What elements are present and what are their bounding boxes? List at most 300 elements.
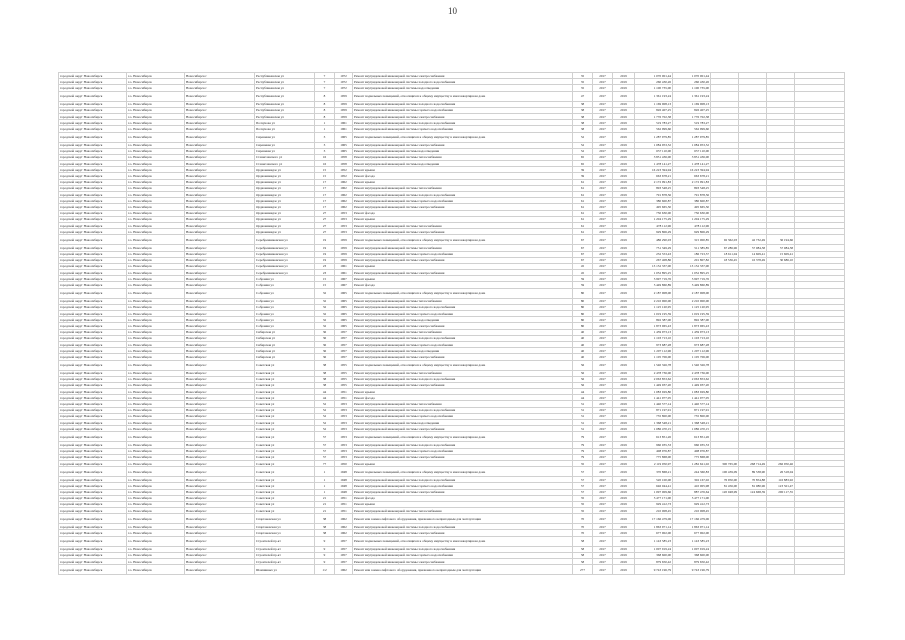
table-cell: г.о. Новосибирск bbox=[127, 101, 185, 107]
table-cell: 186 723,57 bbox=[673, 251, 711, 257]
table-cell: 1950 bbox=[335, 460, 353, 466]
table-cell: Орджоникидзе ул bbox=[255, 185, 315, 191]
table-cell: г.о. Новосибирск bbox=[127, 354, 185, 360]
table-cell: 1 440 577,14 bbox=[635, 401, 673, 407]
table-cell: 40 bbox=[573, 341, 593, 347]
table-cell: 52 bbox=[573, 148, 593, 154]
table-cell: Собрания ул bbox=[255, 288, 315, 298]
table-cell bbox=[795, 235, 845, 245]
table-cell: 1962 bbox=[335, 192, 353, 198]
table-cell: Новосибирск г bbox=[185, 179, 255, 185]
table-cell: 1957 bbox=[335, 354, 353, 360]
table-cell: г.о. Новосибирск bbox=[127, 420, 185, 426]
table-cell: 1 bbox=[315, 467, 335, 477]
table-cell: Сиреневая ул bbox=[255, 142, 315, 148]
table-cell: 2017 bbox=[593, 477, 613, 483]
table-cell: 1972 bbox=[335, 85, 353, 91]
table-cell: городской округ Новосибирск bbox=[59, 420, 127, 426]
table-cell: 65 bbox=[573, 161, 593, 167]
table-cell: 2019 bbox=[613, 514, 635, 524]
table-cell: 2017 bbox=[593, 311, 613, 317]
table-cell: 1 103 713,10 bbox=[635, 335, 673, 341]
table-cell: 478 112,96 bbox=[635, 222, 673, 228]
table-cell: 2019 bbox=[613, 407, 635, 413]
table-cell: 2019 bbox=[613, 454, 635, 460]
table-cell bbox=[739, 132, 767, 142]
table-cell: Новосибирск г bbox=[185, 317, 255, 323]
table-cell: 201 807,82 bbox=[673, 257, 711, 263]
table-cell: 15 bbox=[315, 173, 335, 179]
table-cell: 124 668,39 bbox=[739, 489, 767, 495]
table-cell: 1972 bbox=[335, 73, 353, 79]
table-cell: 2019 bbox=[613, 192, 635, 198]
table-cell: 2019 bbox=[613, 536, 635, 546]
table-cell: 8 bbox=[315, 113, 335, 119]
table-cell: 1953 bbox=[335, 401, 353, 407]
table-cell: Советская ул bbox=[255, 467, 315, 477]
table-cell: 2019 bbox=[613, 432, 635, 442]
table-cell: Советская ул bbox=[255, 382, 315, 388]
table-cell: 38 bbox=[315, 382, 335, 388]
table-cell: 1 086 470,15 bbox=[673, 426, 711, 432]
table-cell: 65 bbox=[573, 154, 593, 160]
table-cell: 7 bbox=[315, 79, 335, 85]
table-cell: 23 bbox=[315, 270, 335, 276]
table-cell: Новосибирск г bbox=[185, 508, 255, 514]
table-cell: г.о. Новосибирск bbox=[127, 559, 185, 565]
table-cell: Советская ул bbox=[255, 448, 315, 454]
table-cell: Ремонт внутридомовой инженерной системы горячего водоснабжения bbox=[353, 107, 573, 113]
table-cell: 57 bbox=[573, 477, 593, 483]
table-cell: 44 bbox=[573, 395, 593, 401]
table-cell: городской округ Новосибирск bbox=[59, 317, 127, 323]
table-cell: Ремонт внутридомовой инженерной системы электроснабжения bbox=[353, 382, 573, 388]
table-cell: 2019 bbox=[613, 167, 635, 173]
table-cell: 57 bbox=[573, 483, 593, 489]
table-cell: г.о. Новосибирск bbox=[127, 546, 185, 552]
table-cell: Новосибирск г bbox=[185, 298, 255, 304]
table-cell: Ремонт внутридомовой инженерной системы электроснабжения bbox=[353, 113, 573, 119]
table-cell: 2019 bbox=[613, 382, 635, 388]
table-cell: 61 bbox=[573, 210, 593, 216]
table-cell: Ремонт подвальных помещений, относящихся к общему имуществу в многоквартирном доме bbox=[353, 91, 573, 101]
table-cell: Ремонт внутридомовой инженерной системы теплоснабжения bbox=[353, 222, 573, 228]
table-cell: 2 478 736,00 bbox=[635, 370, 673, 376]
table-cell: 879 650,42 bbox=[673, 559, 711, 565]
table-cell: Орджоникидзе ул bbox=[255, 229, 315, 235]
table-cell: Ремонт или замена лифтового оборудования, признанного непригодным для эксплуатации bbox=[353, 565, 573, 575]
table-cell: г.о. Новосибирск bbox=[127, 282, 185, 288]
table-cell: 2019 bbox=[613, 85, 635, 91]
table-cell: Собрания ул bbox=[255, 298, 315, 304]
table-cell: 1959 bbox=[335, 245, 353, 251]
table-cell: 2019 bbox=[613, 559, 635, 565]
table-cell: 1953 bbox=[335, 222, 353, 228]
table-cell: 1 100 735,00 bbox=[635, 85, 673, 91]
table-cell: 17 bbox=[315, 185, 335, 191]
table-cell: 2017 bbox=[593, 317, 613, 323]
table-cell: 1 449 937,20 bbox=[673, 382, 711, 388]
table-cell: г.о. Новосибирск bbox=[127, 376, 185, 382]
table-cell: 2019 bbox=[613, 508, 635, 514]
table-cell: городской округ Новосибирск bbox=[59, 120, 127, 126]
table-cell: Ремонт внутридомовой инженерной системы электроснабжения bbox=[353, 530, 573, 536]
table-cell: Ремонт внутридомовой инженерной системы горячего водоснабжения bbox=[353, 413, 573, 419]
table-cell: 2017 bbox=[593, 376, 613, 382]
table-cell: Новосибирск г bbox=[185, 420, 255, 426]
table-cell: 1 019 195,59 bbox=[635, 311, 673, 317]
table-cell: 2017 bbox=[593, 142, 613, 148]
table-cell: Республиканская ул bbox=[255, 107, 315, 113]
table-cell: Ремонт внутридомовой инженерной системы холодного водоснабжения bbox=[353, 407, 573, 413]
table-cell: 2019 bbox=[613, 395, 635, 401]
table-cell: Ремонт крыши bbox=[353, 167, 573, 173]
table-cell: 929 412,73 bbox=[673, 501, 711, 507]
table-cell: 21 bbox=[315, 508, 335, 514]
table-cell: 1953 bbox=[335, 216, 353, 222]
table-cell: Ремонт фасада bbox=[353, 282, 573, 288]
table-cell: 1 204 175,29 bbox=[635, 216, 673, 222]
table-cell: 267 408,86 bbox=[635, 257, 673, 263]
table-cell bbox=[711, 91, 739, 101]
table-cell: 31 bbox=[573, 401, 593, 407]
table-cell: г.о. Новосибирск bbox=[127, 530, 185, 536]
table-cell: г.о. Новосибирск bbox=[127, 126, 185, 132]
table-cell: Серебренниковская ул bbox=[255, 263, 315, 269]
table-cell: 2017 bbox=[593, 360, 613, 370]
table-cell: 61 bbox=[573, 222, 593, 228]
table-cell: Новосибирск г bbox=[185, 495, 255, 501]
table-cell: 2 210 900,00 bbox=[673, 298, 711, 304]
table-cell: 2017 bbox=[593, 173, 613, 179]
table-cell: Ползунова ул bbox=[255, 120, 315, 126]
table-cell: Новосибирск г bbox=[185, 460, 255, 466]
table-cell: Советская ул bbox=[255, 395, 315, 401]
table-cell: городской округ Новосибирск bbox=[59, 270, 127, 276]
table-cell: 57 084,58 bbox=[767, 245, 795, 251]
table-cell: 2019 bbox=[613, 73, 635, 79]
table-cell: Ремонт внутридомовой инженерной системы теплоснабжения bbox=[353, 245, 573, 251]
table-cell: Новосибирск г bbox=[185, 401, 255, 407]
table-cell: городской округ Новосибирск bbox=[59, 370, 127, 376]
table-cell: Орджоникидзе ул bbox=[255, 210, 315, 216]
table-cell: 1 097 009,66 bbox=[635, 489, 673, 495]
table-cell: Новосибирск г bbox=[185, 514, 255, 524]
table-cell: Серебренниковская ул bbox=[255, 245, 315, 251]
table-cell bbox=[767, 565, 795, 575]
table-cell: 380 600,87 bbox=[673, 198, 711, 204]
table-cell: 38 bbox=[315, 530, 335, 536]
table-cell: Ремонт внутридомовой инженерной системы холодного водоснабжения bbox=[353, 192, 573, 198]
table-cell: Новосибирск г bbox=[185, 288, 255, 298]
table-cell: 40 bbox=[573, 329, 593, 335]
table-cell: 1 361 193,24 bbox=[673, 91, 711, 101]
table-cell: 1953 bbox=[335, 426, 353, 432]
table-cell bbox=[767, 360, 795, 370]
table-cell: 5 997 719,76 bbox=[673, 276, 711, 282]
table-cell: 663 678,21 bbox=[635, 173, 673, 179]
table-cell: 1 070 001,44 bbox=[635, 73, 673, 79]
table-cell: Ремонт фасада bbox=[353, 210, 573, 216]
table-cell: 268 714,49 bbox=[739, 460, 767, 466]
table-cell: 67 bbox=[573, 257, 593, 263]
table-cell: Советская ул bbox=[255, 501, 315, 507]
table-cell bbox=[795, 565, 845, 575]
table-cell: 17 bbox=[315, 204, 335, 210]
table-cell bbox=[767, 536, 795, 546]
table-cell: городской округ Новосибирск bbox=[59, 148, 127, 154]
table-cell: 1948 bbox=[335, 489, 353, 495]
table-cell: 2019 bbox=[613, 288, 635, 298]
table-cell: 892 387,00 bbox=[635, 317, 673, 323]
table-cell: 2017 bbox=[593, 323, 613, 329]
table-cell: 81 080,96 bbox=[739, 483, 767, 489]
table-cell: Республиканская ул bbox=[255, 79, 315, 85]
table-cell: Ремонт внутридомовой инженерной системы холодного водоснабжения bbox=[353, 79, 573, 85]
table-cell: Новосибирск г bbox=[185, 107, 255, 113]
table-cell: 2019 bbox=[613, 304, 635, 310]
table-cell: г.о. Новосибирск bbox=[127, 565, 185, 575]
table-cell: городской округ Новосибирск bbox=[59, 282, 127, 288]
table-cell: 2017 bbox=[593, 148, 613, 154]
table-cell: 61 bbox=[573, 198, 593, 204]
table-cell: 80 bbox=[573, 298, 593, 304]
table-cell: 1 441 977,05 bbox=[635, 395, 673, 401]
table-cell: городской округ Новосибирск bbox=[59, 198, 127, 204]
table-cell: 2017 bbox=[593, 348, 613, 354]
table-cell: 52 bbox=[315, 413, 335, 419]
table-cell: Новосибирск г bbox=[185, 467, 255, 477]
table-cell: 2019 bbox=[613, 235, 635, 245]
table-cell: Ремонт внутридомовой инженерной системы теплоснабжения bbox=[353, 329, 573, 335]
table-cell: 1 873 965,43 bbox=[635, 323, 673, 329]
table-cell: 1959 bbox=[335, 107, 353, 113]
table-cell: Новосибирск г bbox=[185, 546, 255, 552]
table-cell: 77 bbox=[315, 460, 335, 466]
table-cell: Советская ул bbox=[255, 426, 315, 432]
table-cell: Советская ул bbox=[255, 407, 315, 413]
table-cell: 2019 bbox=[613, 323, 635, 329]
table-cell: 1959 bbox=[335, 257, 353, 263]
table-cell: 2 063 853,62 bbox=[635, 376, 673, 382]
table-cell: Собрания ул bbox=[255, 311, 315, 317]
table-cell: Ремонт фасада bbox=[353, 495, 573, 501]
table-cell: 79 bbox=[573, 442, 593, 448]
table-cell: 1 478 141,27 bbox=[635, 161, 673, 167]
table-cell: 80 bbox=[573, 288, 593, 298]
table-cell: Ремонт внутридомовой инженерной системы теплоснабжения bbox=[353, 508, 573, 514]
table-cell: Орджоникидзе ул bbox=[255, 216, 315, 222]
table-cell: Орджоникидзе ул bbox=[255, 167, 315, 173]
table-cell: 2019 bbox=[613, 370, 635, 376]
table-cell: 1965 bbox=[335, 288, 353, 298]
table-cell: 17 bbox=[315, 198, 335, 204]
table-cell: 7 bbox=[315, 85, 335, 91]
table-cell: г.о. Новосибирск bbox=[127, 413, 185, 419]
table-cell: Новосибирск г bbox=[185, 270, 255, 276]
table-cell: 40 bbox=[573, 335, 593, 341]
table-cell: 2019 bbox=[613, 530, 635, 536]
table-cell: г.о. Новосибирск bbox=[127, 185, 185, 191]
table-cell: г.о. Новосибирск bbox=[127, 335, 185, 341]
table-cell: Ремонт внутридомовой инженерной системы теплоснабжения bbox=[353, 370, 573, 376]
table-cell: 116 883,92 bbox=[767, 477, 795, 483]
table-cell: 2017 bbox=[593, 432, 613, 442]
table-cell: 1 084 953,52 bbox=[635, 142, 673, 148]
table-cell: 2019 bbox=[613, 148, 635, 154]
table-cell: Советская ул bbox=[255, 370, 315, 376]
table-cell: городской округ Новосибирск bbox=[59, 536, 127, 546]
table-cell: 31 bbox=[573, 407, 593, 413]
table-cell: Новосибирск г bbox=[185, 426, 255, 432]
table-cell: Серебренниковская ул bbox=[255, 251, 315, 257]
table-cell: 42 732,49 bbox=[739, 235, 767, 245]
table-cell: Новосибирск г bbox=[185, 304, 255, 310]
table-cell: 3 bbox=[315, 142, 335, 148]
table-cell: Ползунова ул bbox=[255, 126, 315, 132]
table-cell: Ремонт внутридомовой инженерной системы электроснабжения bbox=[353, 73, 573, 79]
table-cell: г.о. Новосибирск bbox=[127, 401, 185, 407]
table-cell: 1 143 585,23 bbox=[673, 536, 711, 546]
table-cell: 1959 bbox=[335, 91, 353, 101]
table-cell: 1965 bbox=[335, 311, 353, 317]
table-cell: 1 361 193,24 bbox=[635, 91, 673, 101]
table-cell: 2019 bbox=[613, 198, 635, 204]
table-cell: 511 385,85 bbox=[673, 245, 711, 251]
table-cell: г.о. Новосибирск bbox=[127, 442, 185, 448]
table-cell: Сибирская ул bbox=[255, 341, 315, 347]
table-cell: 32 bbox=[315, 317, 335, 323]
table-cell: 260 430,26 bbox=[635, 79, 673, 85]
table-cell: 2017 bbox=[593, 185, 613, 191]
table-cell: 1 368 548,21 bbox=[635, 420, 673, 426]
table-cell: 1957 bbox=[335, 335, 353, 341]
table-body bbox=[59, 73, 845, 575]
table-cell: городской округ Новосибирск bbox=[59, 323, 127, 329]
table-cell bbox=[711, 132, 739, 142]
table-cell bbox=[795, 467, 845, 477]
table-cell: 1951 bbox=[335, 389, 353, 395]
table-cell: 1955 bbox=[335, 382, 353, 388]
table-cell: Советская ул bbox=[255, 442, 315, 448]
table-cell: 368 600,00 bbox=[673, 552, 711, 558]
table-cell: 892 387,00 bbox=[673, 317, 711, 323]
table-cell: Ремонт внутридомовой инженерной системы электроснабжения bbox=[353, 257, 573, 263]
table-cell: 79 bbox=[573, 454, 593, 460]
table-cell: Ремонт внутридомовой инженерной системы водоотведения bbox=[353, 161, 573, 167]
table-cell: 1 449 937,20 bbox=[635, 382, 673, 388]
table-cell: Советская ул bbox=[255, 432, 315, 442]
table-cell: 960 035,53 bbox=[635, 442, 673, 448]
table-cell bbox=[739, 432, 767, 442]
table-cell: Советская ул bbox=[255, 413, 315, 419]
table-cell: 2017 bbox=[593, 501, 613, 507]
table-cell: 2017 bbox=[593, 370, 613, 376]
table-cell: Станиславского ул bbox=[255, 154, 315, 160]
table-cell: 1965 bbox=[335, 142, 353, 148]
table-cell: 380 600,87 bbox=[635, 198, 673, 204]
table-cell: 19 bbox=[315, 257, 335, 263]
table-cell: Ремонт внутридомовой инженерной системы водоотведения bbox=[353, 317, 573, 323]
table-cell: 21 bbox=[315, 501, 335, 507]
table-cell: 2019 bbox=[613, 501, 635, 507]
table-row bbox=[59, 432, 845, 442]
table-cell: 260 430,26 bbox=[673, 79, 711, 85]
table-cell: 2019 bbox=[613, 185, 635, 191]
table-cell: г.о. Новосибирск bbox=[127, 204, 185, 210]
table-cell: Новосибирск г bbox=[185, 329, 255, 335]
table-cell: 76 950,00 bbox=[711, 477, 739, 483]
table-cell: 2017 bbox=[593, 530, 613, 536]
table-cell: городской округ Новосибирск bbox=[59, 276, 127, 282]
table-cell: Ремонт внутридомовой инженерной системы электроснабжения bbox=[353, 204, 573, 210]
table-cell: 17 166 479,06 bbox=[635, 514, 673, 524]
table-cell: 8 bbox=[315, 91, 335, 101]
table-cell: Новосибирск г bbox=[185, 483, 255, 489]
table-cell: 2019 bbox=[613, 107, 635, 113]
table-cell: Новосибирск г bbox=[185, 348, 255, 354]
table-cell: 58 bbox=[573, 536, 593, 546]
table-cell: 519 783,27 bbox=[635, 120, 673, 126]
table-cell: Новосибирск г bbox=[185, 552, 255, 558]
table-cell: 2 187 908,00 bbox=[673, 288, 711, 298]
table-cell: 27 bbox=[315, 229, 335, 235]
table-cell: Новосибирск г bbox=[185, 142, 255, 148]
table-cell: 657 110,00 bbox=[635, 148, 673, 154]
table-cell: 32 bbox=[315, 323, 335, 329]
table-cell: 1 103 713,10 bbox=[673, 335, 711, 341]
table-cell: 2017 bbox=[593, 460, 613, 466]
table-cell: 2019 bbox=[613, 161, 635, 167]
table-cell: Ремонт внутридомовой инженерной системы теплоснабжения bbox=[353, 298, 573, 304]
table-cell: городской округ Новосибирск bbox=[59, 426, 127, 432]
table-cell: 2017 bbox=[593, 222, 613, 228]
table-cell: 1 207 112,96 bbox=[673, 348, 711, 354]
table-cell: Серебренниковская ул bbox=[255, 235, 315, 245]
table-cell: 2019 bbox=[613, 348, 635, 354]
table-cell: г.о. Новосибирск bbox=[127, 148, 185, 154]
table-cell: Новосибирск г bbox=[185, 132, 255, 142]
table-cell: 1961 bbox=[335, 126, 353, 132]
table-cell: 35 bbox=[573, 495, 593, 501]
table-cell: 2017 bbox=[593, 126, 613, 132]
table-cell: 879 650,42 bbox=[635, 559, 673, 565]
table-cell: 2019 bbox=[613, 179, 635, 185]
table-cell: 15 609,41 bbox=[767, 251, 795, 257]
table-cell: Новосибирск г bbox=[185, 204, 255, 210]
table-cell: г.о. Новосибирск bbox=[127, 317, 185, 323]
table-cell: г.о. Новосибирск bbox=[127, 389, 185, 395]
table-cell: 2019 bbox=[613, 154, 635, 160]
table-cell: 2017 bbox=[593, 413, 613, 419]
table-cell: г.о. Новосибирск bbox=[127, 120, 185, 126]
table-cell: г.о. Новосибирск bbox=[127, 216, 185, 222]
table-cell: Ремонт внутридомовой инженерной системы теплоснабжения bbox=[353, 401, 573, 407]
table-cell: 44 bbox=[573, 389, 593, 395]
table-cell: 59 bbox=[573, 276, 593, 282]
table-cell: 750 630,00 bbox=[673, 210, 711, 216]
table-cell: 2017 bbox=[593, 546, 613, 552]
table-cell: 89 538,90 bbox=[739, 467, 767, 477]
table-cell: 2017 bbox=[593, 251, 613, 257]
table-cell: г.о. Новосибирск bbox=[127, 210, 185, 216]
table-cell: Ремонт крыши bbox=[353, 179, 573, 185]
table-cell: г.о. Новосибирск bbox=[127, 536, 185, 546]
table-cell: 36 194,66 bbox=[767, 235, 795, 245]
table-cell: 2017 bbox=[593, 454, 613, 460]
table-cell: 775 868,00 bbox=[673, 454, 711, 460]
table-cell: 1 bbox=[315, 483, 335, 489]
